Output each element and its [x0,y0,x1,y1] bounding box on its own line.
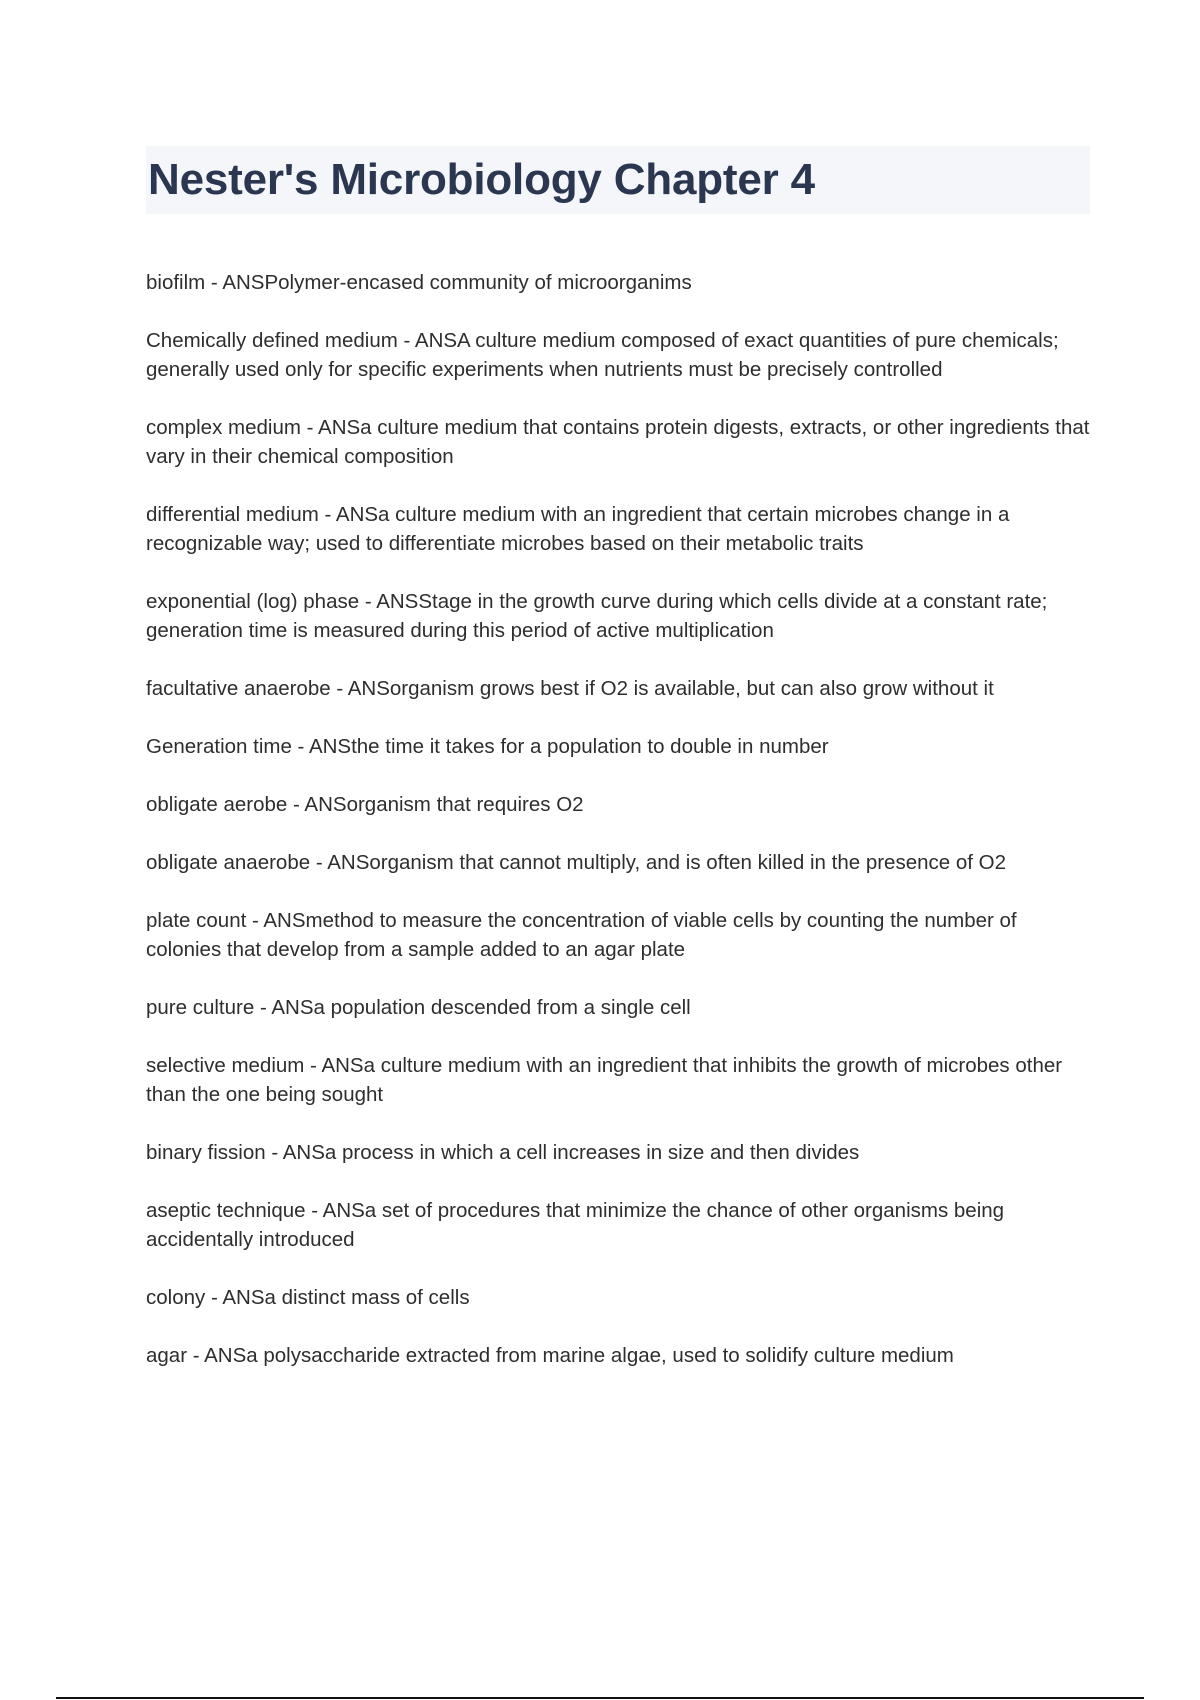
glossary-entry-selective-medium: selective medium - ANSa culture medium with an ingredient that inhibits the growth of microbes other than the one being sought [146,1054,1063,1106]
glossary-entry-obligate-anaerobe: obligate anaerobe - ANSorganism that cannot multiply, and is often killed in the presence of O2 [146,851,1006,874]
glossary-entry-plate-count: plate count - ANSmethod to measure the concentration of viable cells by counting the number of colonies that develop from a sample added to an agar plate [146,909,1017,961]
glossary-entry-colony: colony - ANSa distinct mass of cells [146,1286,470,1309]
glossary-entry-exponential-phase: exponential (log) phase - ANSStage in the growth curve during which cells divide at a constant rate; generation time is measured during this period of active multiplication [146,590,1048,642]
glossary-entry-pure-culture: pure culture - ANSa population descended from a single cell [146,996,691,1019]
title-banner [146,146,1090,214]
glossary-entry-complex-medium: complex medium - ANSa culture medium that contains protein digests, extracts, or other ingredients that vary in their chemical composition [146,416,1090,468]
glossary-entry-chemically-defined-medium: Chemically defined medium - ANSA culture medium composed of exact quantities of pure chemicals; generally used only for specific experiments when nutrients must be precisely controlled [146,329,1059,381]
glossary-entry-biofilm: biofilm - ANSPolymer-encased community of microorganims [146,271,692,294]
glossary-entry-binary-fission: binary fission - ANSa process in which a cell increases in size and then divides [146,1141,860,1164]
glossary-entry-agar: agar - ANSa polysaccharide extracted from marine algae, used to solidify culture medium [146,1344,954,1367]
glossary-entry-obligate-aerobe: obligate aerobe - ANSorganism that requires O2 [146,793,584,816]
glossary-entry-differential-medium: differential medium - ANSa culture medium with an ingredient that certain microbes change in a recognizable way; used to differentiate microbes based on their metabolic traits [146,503,1010,555]
glossary-list [146,268,1096,1399]
page-bottom-divider [56,1697,1144,1699]
glossary-entry-aseptic-technique: aseptic technique - ANSa set of procedures that minimize the chance of other organisms being accidentally introduced [146,1199,1005,1251]
glossary-entry-generation-time: Generation time - ANSthe time it takes for a population to double in number [146,735,829,758]
glossary-entry-facultative-anaerobe: facultative anaerobe - ANSorganism grows best if O2 is available, but can also grow without it [146,677,994,700]
document-title: Nester's Microbiology Chapter 4 [148,155,815,204]
